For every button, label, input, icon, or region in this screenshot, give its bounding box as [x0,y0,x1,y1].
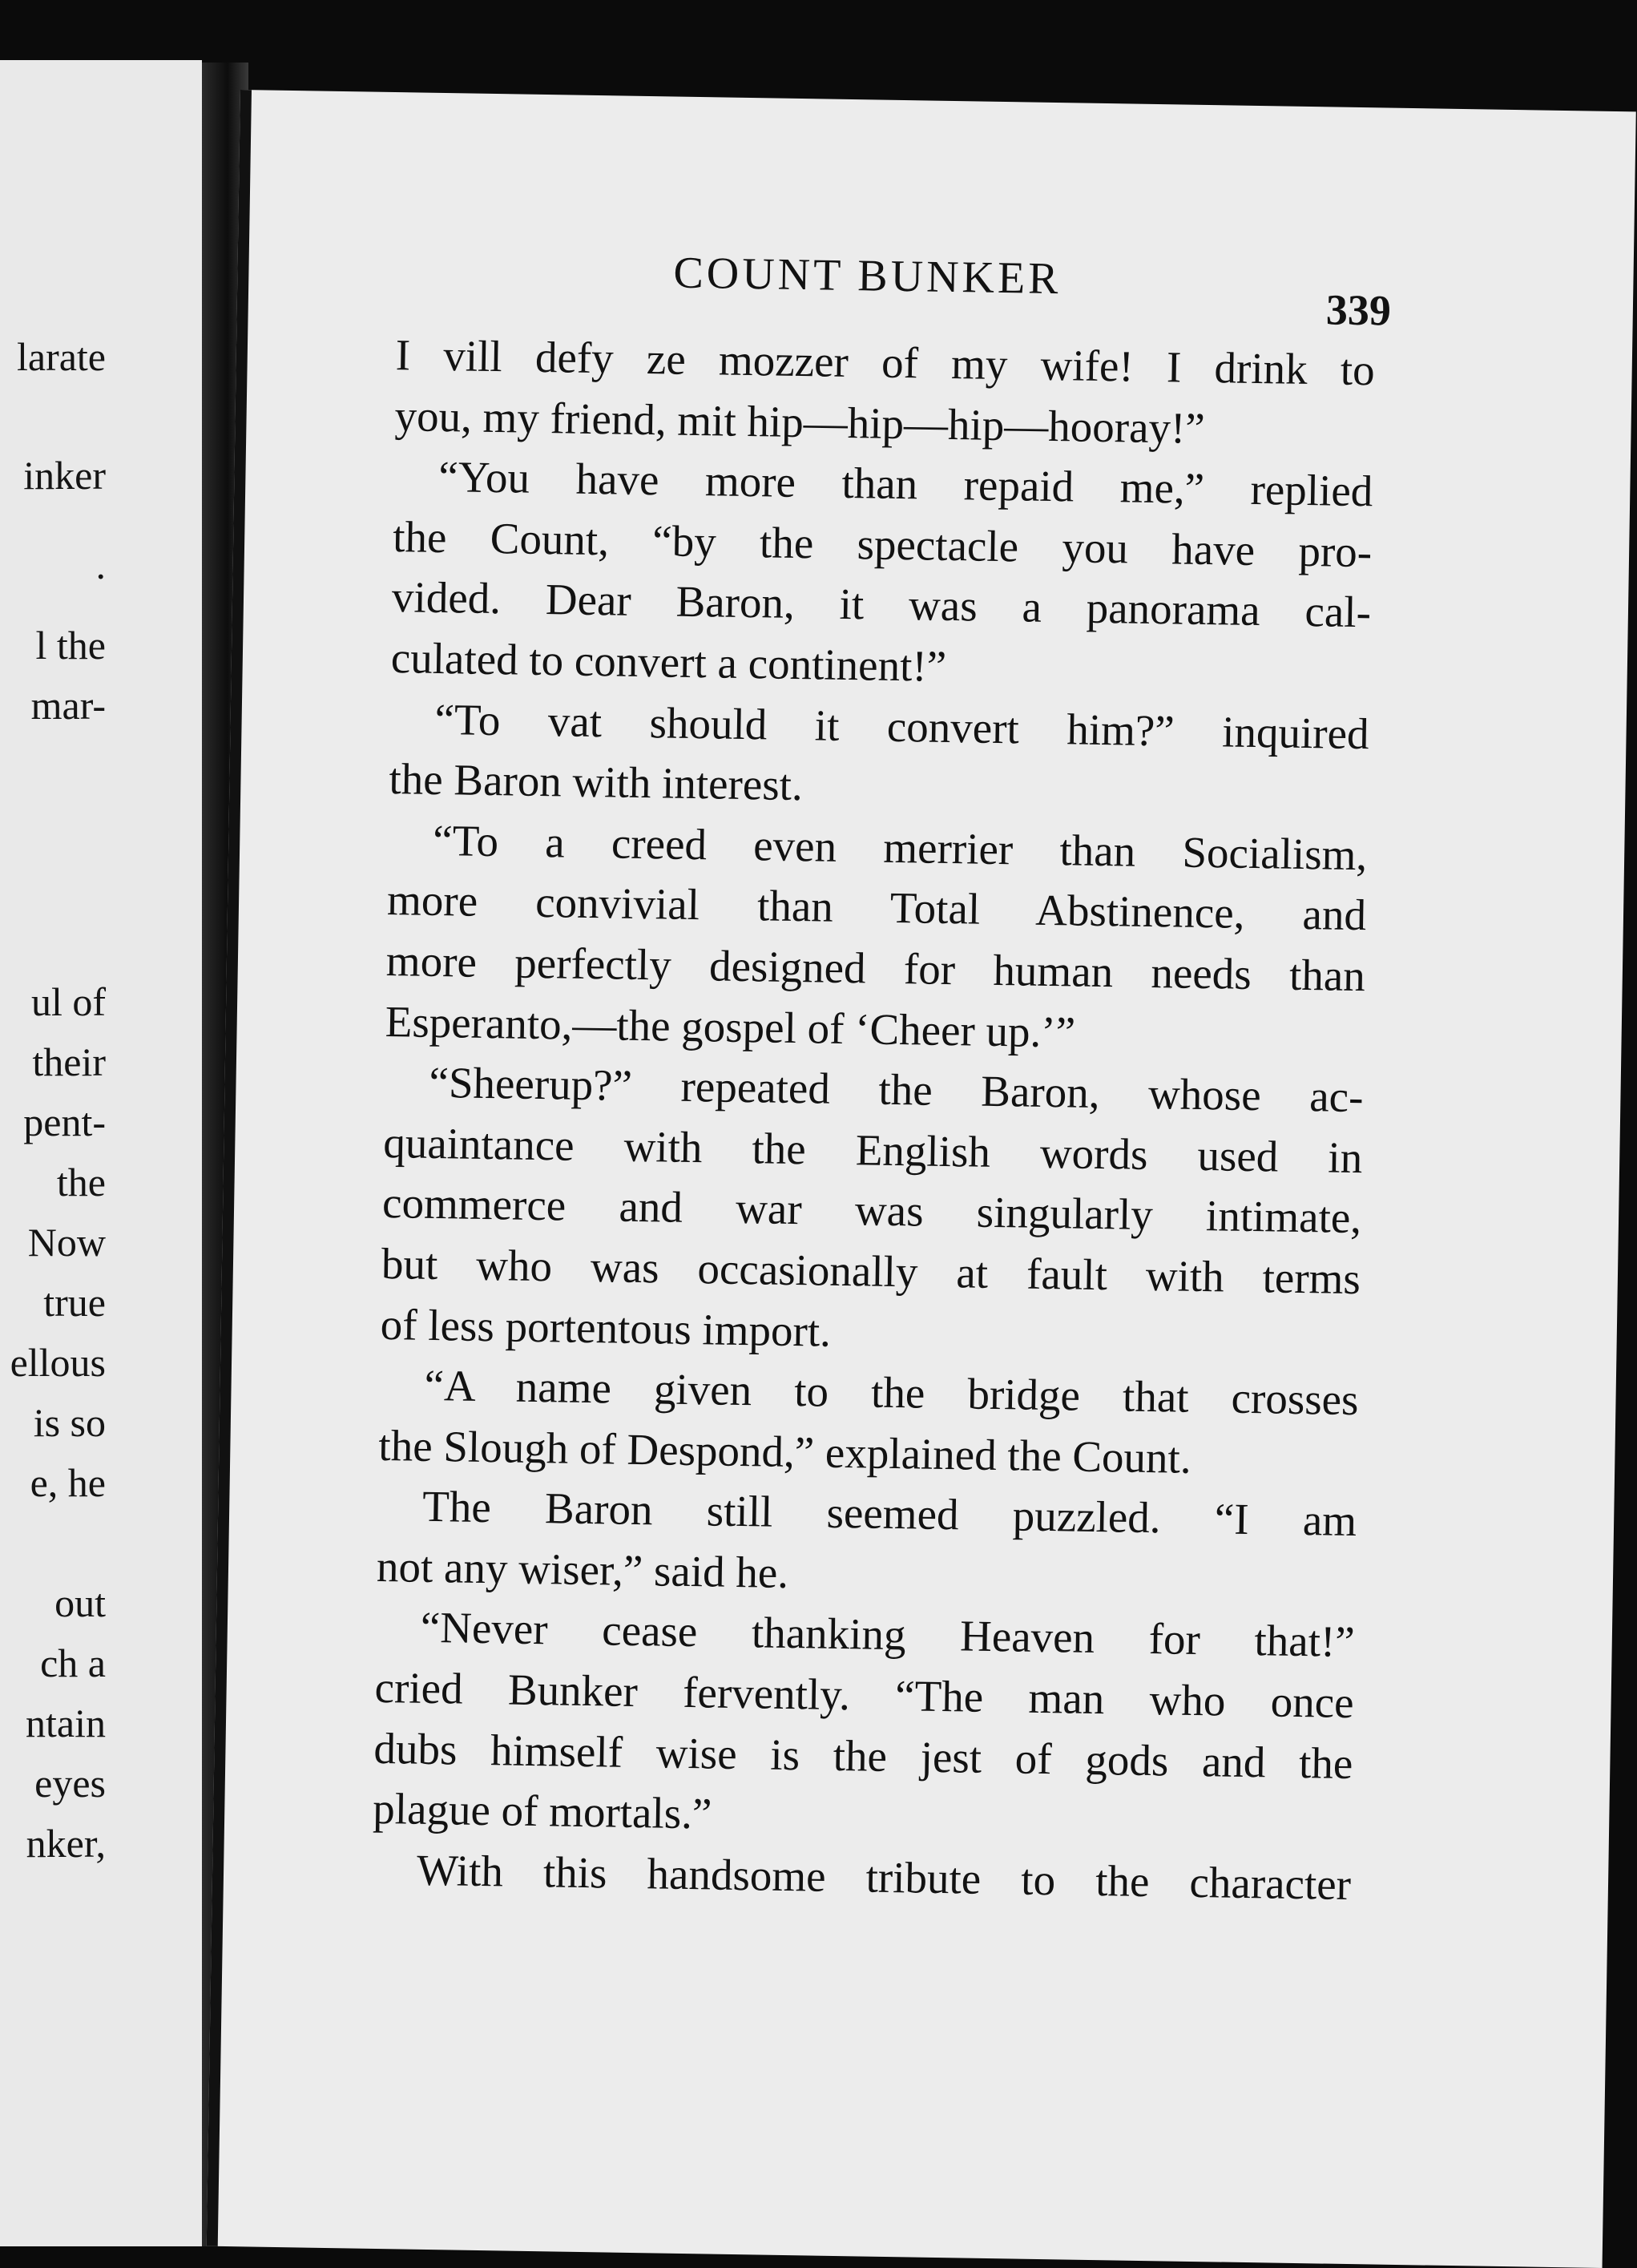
left-page-fragment: their [32,1039,106,1084]
text-line: quaintance with the English words used in [382,1117,1363,1182]
left-page-fragment: l the [35,623,106,668]
text-line: not any wiser,” said he. [376,1541,789,1597]
text-line: “Never cease thanking Heaven for that!” [420,1603,1356,1667]
text-line: the Baron with interest. [389,754,804,810]
text-line: dubs himself wise is the jest of gods and the [373,1723,1353,1788]
text-line: Esperanto,—the gospel of ‘Cheer up.’” [385,996,1076,1057]
left-page-fragment: pent- [23,1100,106,1144]
text-line: “To a creed even merrier than Socialism, [432,815,1368,879]
left-page-fragment: ch a [40,1640,106,1685]
left-page-fragment: . [95,543,106,587]
text-line: With this handsome tribute to the character [416,1845,1352,1909]
text-line: “Sheerup?” repeated the Baron, whose ac- [429,1057,1364,1122]
text-line: more convivial than Total Abstinence, and [386,875,1367,940]
text-line: culated to convert a continent!” [390,633,947,691]
page-number: 339 [1325,285,1392,335]
text-line: “A name given to the bridge that crosses [424,1360,1359,1425]
left-page-fragment: mar- [30,683,106,728]
left-page-fragment: ul of [30,979,106,1024]
text-line: but who was occasionally at fault with terms [381,1238,1361,1304]
body-text [372,325,1376,1915]
text-line: The Baron still seemed puzzled. “I am [421,1482,1357,1546]
left-page [0,60,202,2246]
text-line: vided. Dear Baron, it was a panorama cal- [391,572,1372,637]
text-line: “You have more than repaid me,” replied [437,452,1373,516]
left-page-fragment: out [54,1580,106,1625]
left-page-fragment: larate [16,334,106,379]
text-line: “To vat should it convert him?” inquired [434,694,1370,758]
left-page-fragment: nker, [26,1821,106,1866]
text-line: cried Bunker fervently. “The man who once [374,1662,1355,1728]
text-line: more perfectly designed for human needs than [385,935,1366,1001]
left-page-fragment: eyes [34,1761,106,1806]
text-line: I vill defy ze mozzer of my wife! I drink to [395,330,1376,395]
right-page [207,90,1636,2268]
text-line: the Count, “by the spectacle you have pro- [392,511,1373,577]
text-line: commerce and war was singularly intimate, [381,1178,1362,1243]
text-line: of less portentous import. [380,1299,832,1356]
left-page-fragment: true [43,1280,106,1325]
left-page-fragment: ellous [10,1340,106,1385]
running-head: COUNT BUNKER [672,248,1062,305]
left-page-fragment: is so [33,1400,106,1445]
text-line: plague of mortals.” [372,1784,712,1838]
left-page-fragment: ntain [26,1701,106,1745]
left-page-fragment: e, he [30,1460,106,1505]
left-page-fragment: inker [23,453,106,498]
text-line: the Slough of Despond,” explained the Count. [377,1420,1192,1483]
text-line: you, my friend, mit hip—hip—hip—hooray!” [394,390,1206,453]
left-page-fragment: the [56,1160,106,1205]
left-page-fragment: Now [27,1220,106,1265]
